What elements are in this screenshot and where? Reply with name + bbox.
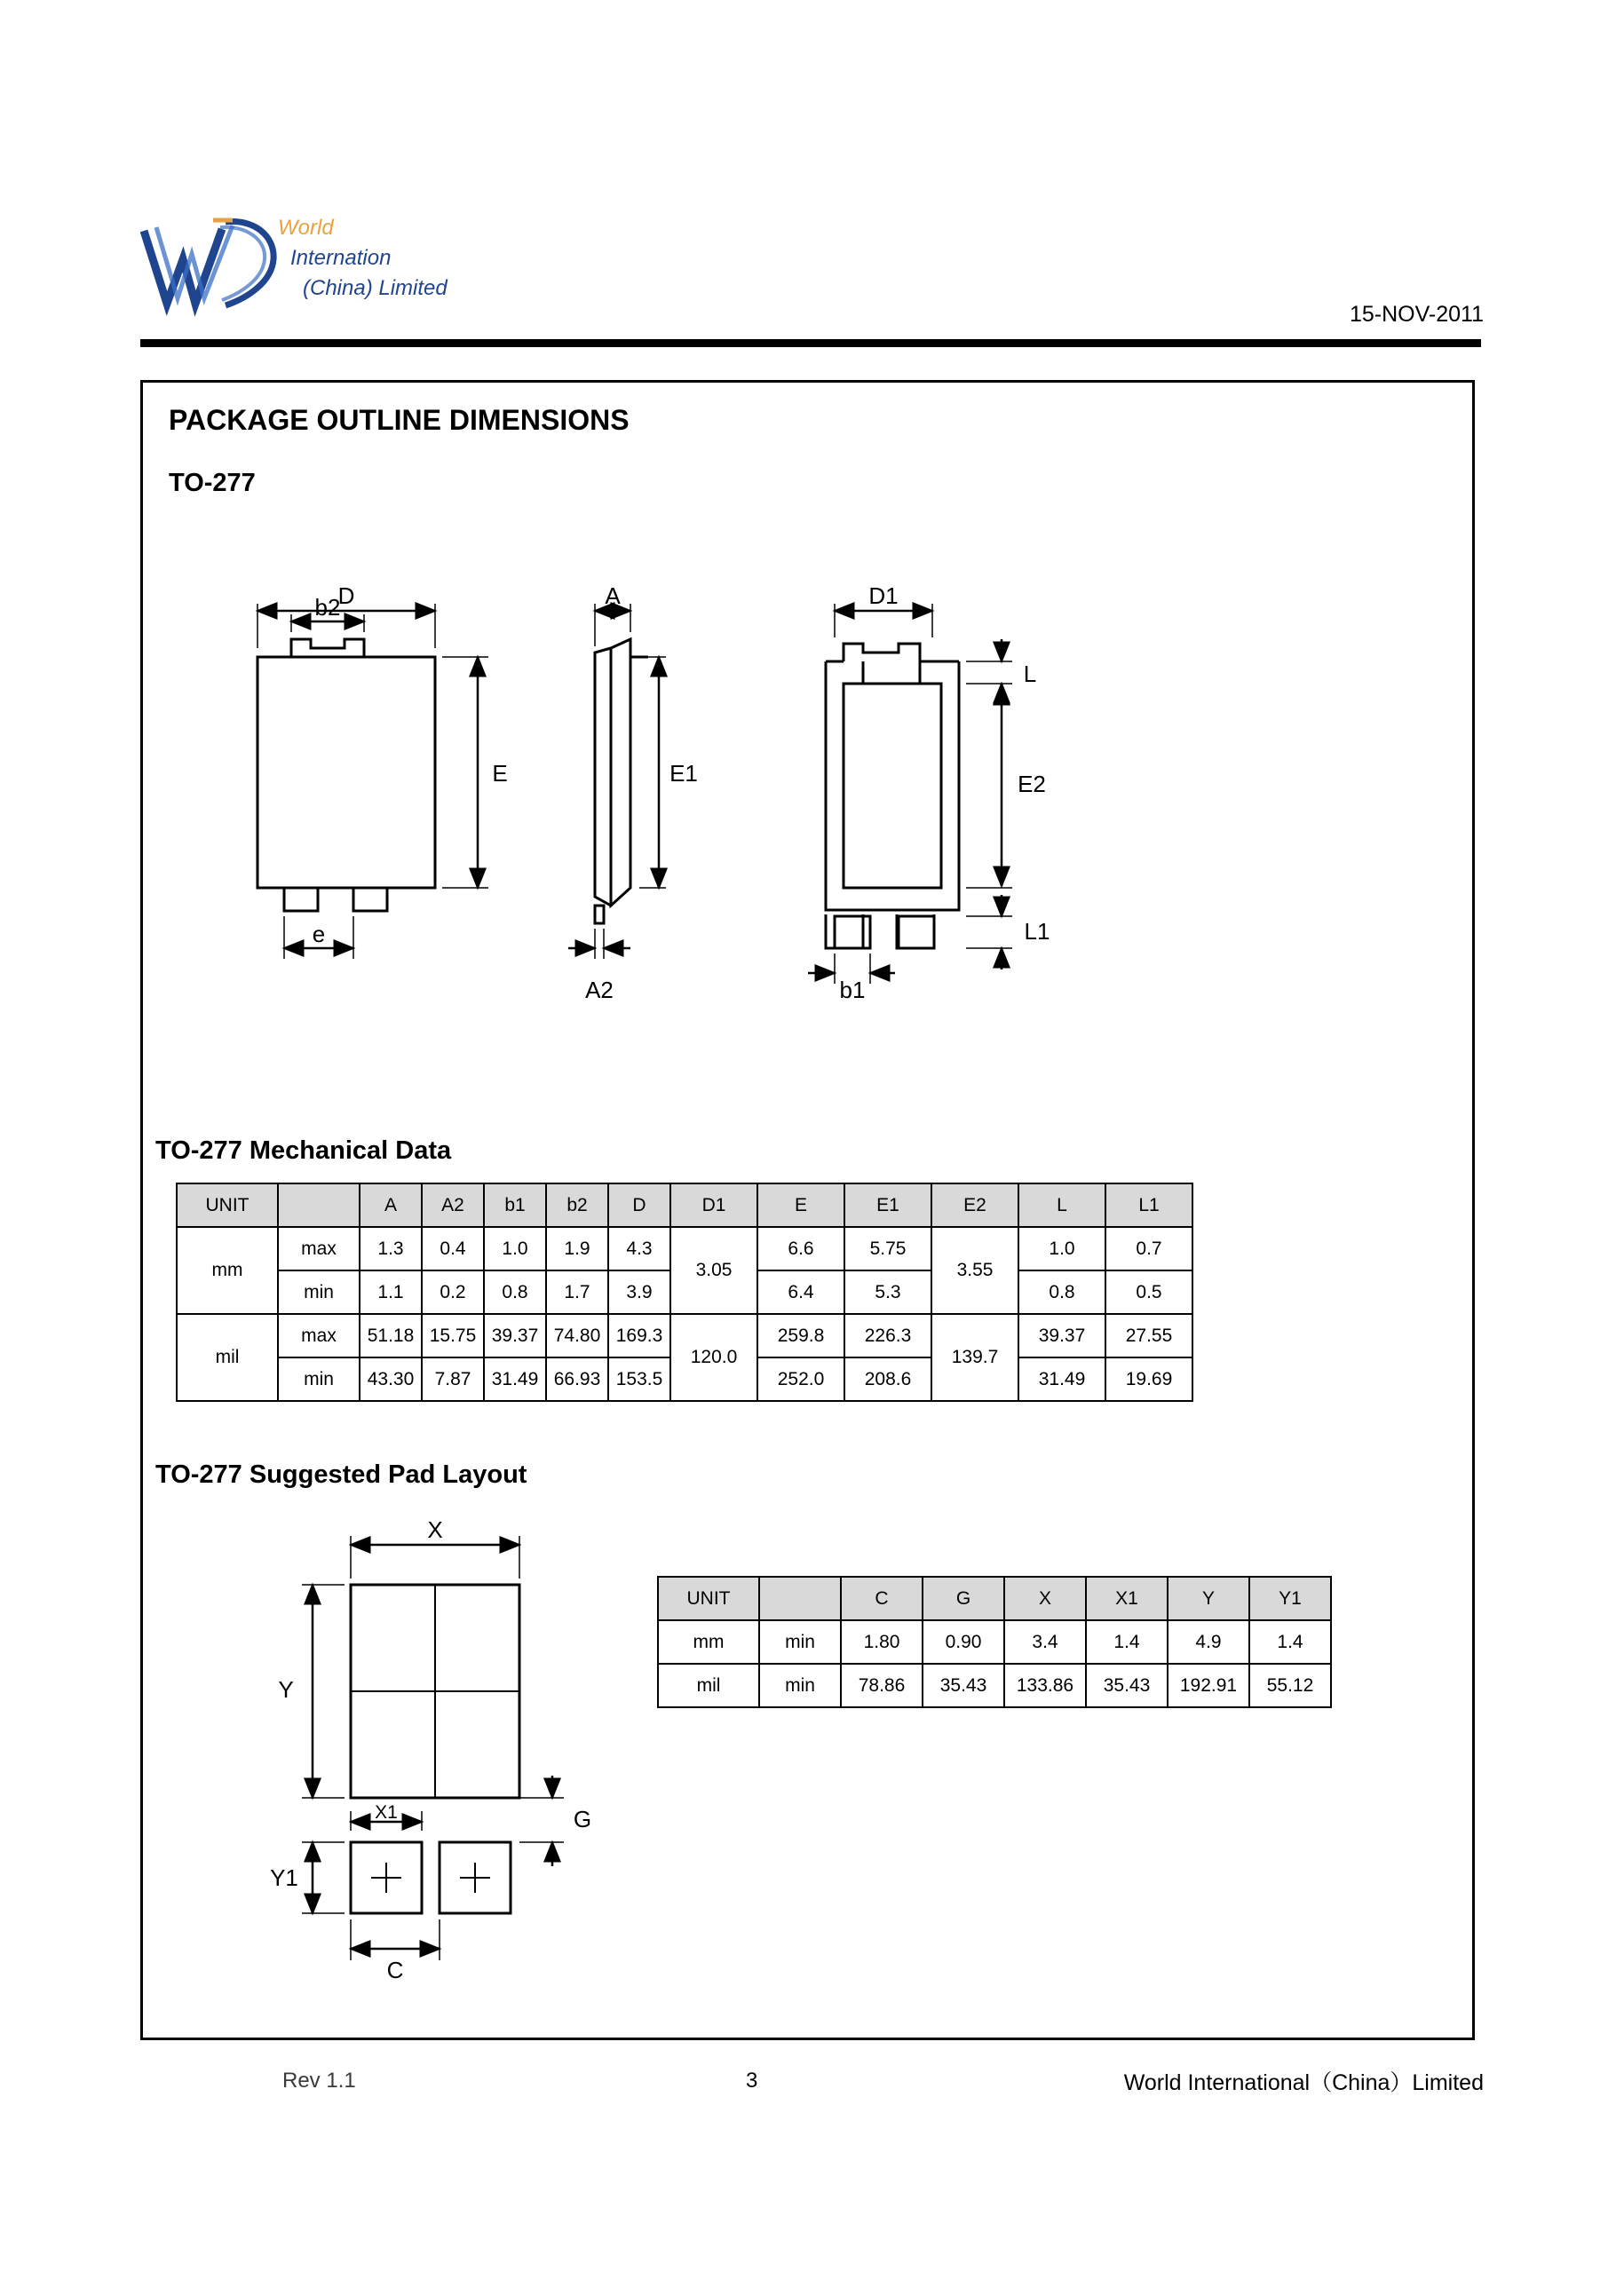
cell-limit-min: min: [278, 1357, 360, 1401]
label-E1: E1: [669, 760, 698, 787]
th-pad-Y: Y: [1168, 1577, 1249, 1620]
cell-unit-mm: mm: [177, 1227, 278, 1314]
cell-pad-mil-Y1: 55.12: [1249, 1664, 1331, 1707]
th-pad-G: G: [923, 1577, 1004, 1620]
label-pad-Y: Y: [278, 1676, 294, 1703]
pad-layout-heading: TO-277 Suggested Pad Layout: [155, 1460, 527, 1489]
th-A: A: [360, 1183, 422, 1227]
cell-pad-mm-G: 0.90: [923, 1620, 1004, 1664]
table-header-row: [658, 1577, 1331, 1620]
cell-mil-min-E1: 208.6: [844, 1357, 931, 1401]
cell-mil-min-D: 153.5: [608, 1357, 670, 1401]
cell-mm-min-A: 1.1: [360, 1270, 422, 1314]
label-E2: E2: [1018, 771, 1046, 797]
company-logo: [140, 209, 522, 328]
cell-mm-D1: 3.05: [670, 1227, 757, 1314]
cell-mil-max-A: 51.18: [360, 1314, 422, 1357]
cell-pad-mm-X: 3.4: [1004, 1620, 1086, 1664]
logo-line-1: World: [278, 216, 334, 240]
th-pad-X: X: [1004, 1577, 1086, 1620]
cell-mil-D1: 120.0: [670, 1314, 757, 1401]
table-row: [658, 1664, 1331, 1707]
label-pad-X1: X1: [375, 1802, 398, 1823]
logo-mark-icon: [140, 213, 287, 320]
th-D1: D1: [670, 1183, 757, 1227]
cell-mil-max-A2: 15.75: [422, 1314, 484, 1357]
cell-mil-min-A2: 7.87: [422, 1357, 484, 1401]
th-D: D: [608, 1183, 670, 1227]
cell-mm-min-b2: 1.7: [546, 1270, 608, 1314]
th-E: E: [757, 1183, 844, 1227]
header-divider: [140, 339, 1481, 347]
cell-mm-E2: 3.55: [931, 1227, 1018, 1314]
cell-pad-mil-C: 78.86: [841, 1664, 923, 1707]
th-pad-unit: UNIT: [658, 1577, 759, 1620]
pad-layout-drawing: [257, 1500, 630, 1998]
label-L1: L1: [1024, 918, 1050, 945]
cell-mm-max-E1: 5.75: [844, 1227, 931, 1270]
cell-mil-min-b1: 31.49: [484, 1357, 546, 1401]
label-E: E: [492, 760, 508, 787]
th-unit: UNIT: [177, 1183, 278, 1227]
document-date: 15-NOV-2011: [1349, 302, 1484, 327]
cell-mil-min-L: 31.49: [1018, 1357, 1105, 1401]
cell-mm-min-D: 3.9: [608, 1270, 670, 1314]
th-E2: E2: [931, 1183, 1018, 1227]
cell-pad-unit-mil: mil: [658, 1664, 759, 1707]
th-b2: b2: [546, 1183, 608, 1227]
label-D1: D1: [868, 582, 899, 609]
mechanical-data-heading: TO-277 Mechanical Data: [155, 1136, 452, 1165]
label-L: L: [1023, 661, 1037, 687]
cell-mil-E2: 139.7: [931, 1314, 1018, 1401]
label-e: e: [312, 921, 326, 947]
cell-pad-mil-Y: 192.91: [1168, 1664, 1249, 1707]
cell-mm-max-L1: 0.7: [1105, 1227, 1192, 1270]
label-D: D: [337, 582, 355, 609]
label-pad-Y1: Y1: [270, 1864, 298, 1891]
th-limit: [278, 1183, 360, 1227]
cell-mil-max-D: 169.3: [608, 1314, 670, 1357]
cell-pad-mil-X1: 35.43: [1086, 1664, 1168, 1707]
label-pad-G: G: [573, 1806, 592, 1832]
cell-pad-mm-Y1: 1.4: [1249, 1620, 1331, 1664]
table-header-row: [177, 1183, 1192, 1227]
cell-mil-max-b2: 74.80: [546, 1314, 608, 1357]
label-A: A: [605, 582, 621, 609]
cell-mil-min-E: 252.0: [757, 1357, 844, 1401]
label-A2: A2: [585, 977, 614, 1003]
label-b1: b1: [839, 977, 866, 1003]
cell-pad-mil-X: 133.86: [1004, 1664, 1086, 1707]
cell-mil-min-b2: 66.93: [546, 1357, 608, 1401]
cell-unit-mil: mil: [177, 1314, 278, 1401]
cell-pad-limit-min: min: [759, 1664, 841, 1707]
cell-mil-max-E1: 226.3: [844, 1314, 931, 1357]
package-outline-drawing: [222, 515, 1216, 1119]
cell-mil-max-b1: 39.37: [484, 1314, 546, 1357]
label-pad-X: X: [427, 1516, 443, 1543]
cell-mm-min-A2: 0.2: [422, 1270, 484, 1314]
cell-mm-max-L: 1.0: [1018, 1227, 1105, 1270]
cell-mil-max-L: 39.37: [1018, 1314, 1105, 1357]
cell-mil-max-E: 259.8: [757, 1314, 844, 1357]
cell-mm-min-E1: 5.3: [844, 1270, 931, 1314]
footer-page-number: 3: [746, 2069, 758, 2093]
cell-limit-max: max: [278, 1227, 360, 1270]
cell-pad-mm-X1: 1.4: [1086, 1620, 1168, 1664]
th-A2: A2: [422, 1183, 484, 1227]
cell-pad-unit-mm: mm: [658, 1620, 759, 1664]
th-E1: E1: [844, 1183, 931, 1227]
cell-mm-min-E: 6.4: [757, 1270, 844, 1314]
cell-mm-max-b1: 1.0: [484, 1227, 546, 1270]
footer-revision: Rev 1.1: [282, 2069, 356, 2093]
table-row: [658, 1620, 1331, 1664]
cell-pad-limit-min: min: [759, 1620, 841, 1664]
cell-mm-max-D: 4.3: [608, 1227, 670, 1270]
logo-wordmark: [278, 213, 448, 304]
cell-pad-mm-C: 1.80: [841, 1620, 923, 1664]
cell-mm-max-b2: 1.9: [546, 1227, 608, 1270]
pad-layout-table: [657, 1576, 1332, 1708]
page-title: PACKAGE OUTLINE DIMENSIONS: [169, 404, 630, 436]
cell-limit-min: min: [278, 1270, 360, 1314]
package-name-heading: TO-277: [169, 469, 256, 497]
cell-mil-min-L1: 19.69: [1105, 1357, 1192, 1401]
th-pad-Y1: Y1: [1249, 1577, 1331, 1620]
table-row: [177, 1314, 1192, 1357]
th-b1: b1: [484, 1183, 546, 1227]
cell-mm-max-A: 1.3: [360, 1227, 422, 1270]
th-pad-limit: [759, 1577, 841, 1620]
th-L: L: [1018, 1183, 1105, 1227]
cell-mm-min-L1: 0.5: [1105, 1270, 1192, 1314]
cell-mil-min-A: 43.30: [360, 1357, 422, 1401]
table-row: [177, 1227, 1192, 1270]
cell-mm-min-b1: 0.8: [484, 1270, 546, 1314]
cell-pad-mm-Y: 4.9: [1168, 1620, 1249, 1664]
th-L1: L1: [1105, 1183, 1192, 1227]
cell-limit-max: max: [278, 1314, 360, 1357]
logo-line-3: (China) Limited: [303, 276, 448, 300]
cell-mil-max-L1: 27.55: [1105, 1314, 1192, 1357]
label-pad-C: C: [386, 1957, 404, 1983]
footer-company: World International（China）Limited: [1123, 2070, 1484, 2095]
logo-line-2: Internation: [290, 246, 392, 270]
cell-mm-min-L: 0.8: [1018, 1270, 1105, 1314]
cell-pad-mil-G: 35.43: [923, 1664, 1004, 1707]
cell-mm-max-A2: 0.4: [422, 1227, 484, 1270]
label-b2: b2: [314, 594, 341, 621]
th-pad-X1: X1: [1086, 1577, 1168, 1620]
cell-mm-max-E: 6.6: [757, 1227, 844, 1270]
mechanical-data-table: [176, 1183, 1193, 1402]
th-pad-C: C: [841, 1577, 923, 1620]
